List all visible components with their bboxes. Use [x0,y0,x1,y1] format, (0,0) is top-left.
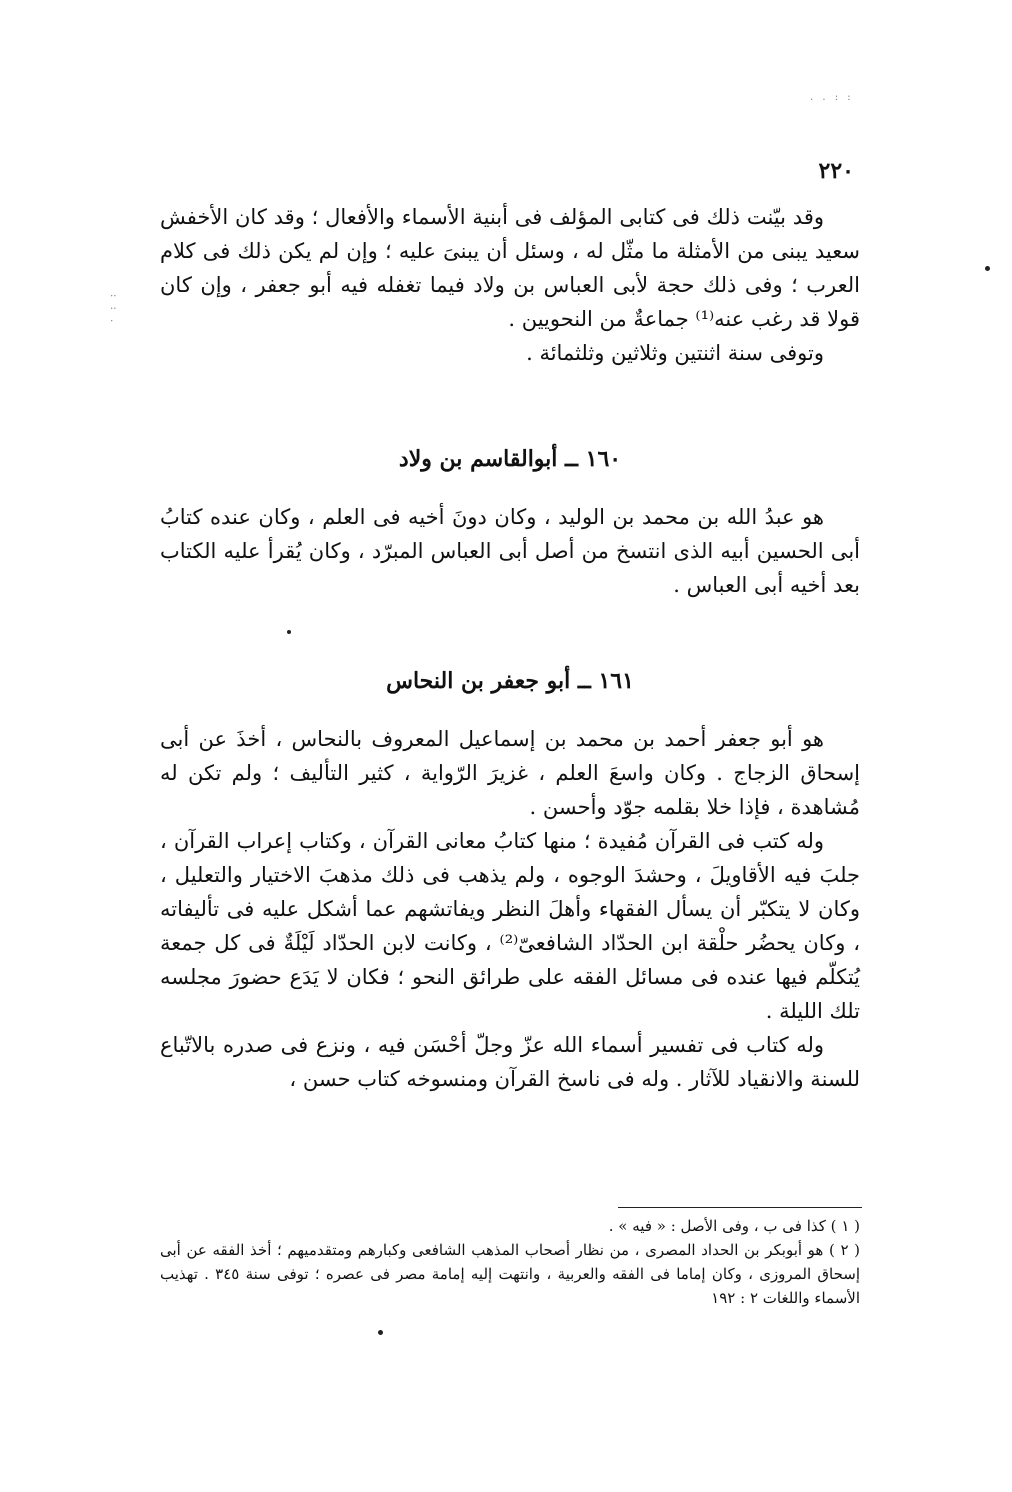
paragraph: وقد بيّنت ذلك فى كتابى المؤلف فى أبنية الأسماء والأفعال ؛ وقد كان الأخفش سعيد يبنى من الأمثلة ما مثّل له ، وسئل أن يبنىَ عليه ؛ وإن لم يكن ذلك فى كلام العرب ؛ وفى ذلك حجة لأبى العباس بن ولاد فيما تغفله فيه أبو جعفر ، وإن كان قولا قد رغب عنه⁽¹⁾ جماعةٌ من النحويين . [160,205,860,331]
section-heading-161: ١٦١ ــ أبو جعفر بن النحاس [386,668,634,694]
footnote-separator [618,1207,862,1208]
paragraph: هو أبو جعفر أحمد بن محمد بن إسماعيل المعروف بالنحاس ، أخذَ عن أبى إسحاق الزجاج . وكان واسعَ العلم ، غزيرَ الرّواية ، كثير التأليف ؛ ولم تكن له مُشاهدة ، فإذا خلا بقلمه جوّد وأحسن . [160,727,860,819]
footnote-2: ( ٢ ) هو أبوبكر بن الحداد المصرى ، من نظار أصحاب المذهب الشافعى وكبارهم ومتقدميهم ؛ أخذ الفقه عن أبى إسحاق المروزى ، وكان إماما فى الفقه والعربية ، وانتهت إليه إمامة مصر فى عصره ؛ توفى سنة ٣٤٥ . تهذيب الأسماء واللغات ٢ : ١٩٢ [160,1241,861,1307]
paragraph: وله كتاب فى تفسير أسماء الله عزّ وجلّ أحْسَن فيه ، ونزع فى صدره بالاتّباع للسنة والانقياد للآثار . وله فى ناسخ القرآن ومنسوخه كتاب حسن ، [160,1033,860,1091]
paragraph: وتوفى سنة اثنتين وثلاثين وثلثمائة . [526,341,824,365]
scan-specks: . . : : [810,92,854,103]
section-161-text [160,722,860,1096]
section-160-text [160,500,860,602]
intro-text [160,200,860,370]
paragraph: هو عبدُ الله بن محمد بن الوليد ، وكان دونَ أخيه فى العلم ، وكان عنده كتابُ أبى الحسين أبيه الذى انتسخ من أصل أبى العباس المبرّد ، وكان يُقرأ عليه الكتاب بعد أخيه أبى العباس . [160,505,860,597]
paragraph: وله كتب فى القرآن مُفيدة ؛ منها كتابُ معانى القرآن ، وكتاب إعراب القرآن ، جلبَ فيه الأقاويلَ ، وحشدَ الوجوه ، ولم يذهب فى ذلك مذهبَ الاختيار والتعليل ، وكان لا يتكبّر أن يسأل الفقهاء وأهلَ النظر ويفاتشهم عما أشكل عليه فى تأليفاته ، وكان يحضُر حلْقة ابن الحدّاد الشافعىّ⁽²⁾ ، وكانت لابن الحدّاد لَيْلَةٌ فى كل جمعة يُتكلّم فيها عنده فى مسائل الفقه على طرائق النحو ؛ فكان لا يَدَع حضورَ مجلسه تلك الليلة . [160,829,860,1023]
scan-speck-dot [985,266,990,271]
page-number: ٢٢٠ [818,158,854,184]
scan-specks-margin: : : . [108,294,119,326]
footnotes [160,1214,860,1310]
section-heading-160: ١٦٠ ــ أبوالقاسم بن ولاد [398,446,622,472]
scan-speck-dot [287,630,291,634]
footnote-1: ( ١ ) كذا فى ب ، وفى الأصل : « فيه » . [608,1217,860,1235]
scan-speck-dot [378,1330,383,1335]
